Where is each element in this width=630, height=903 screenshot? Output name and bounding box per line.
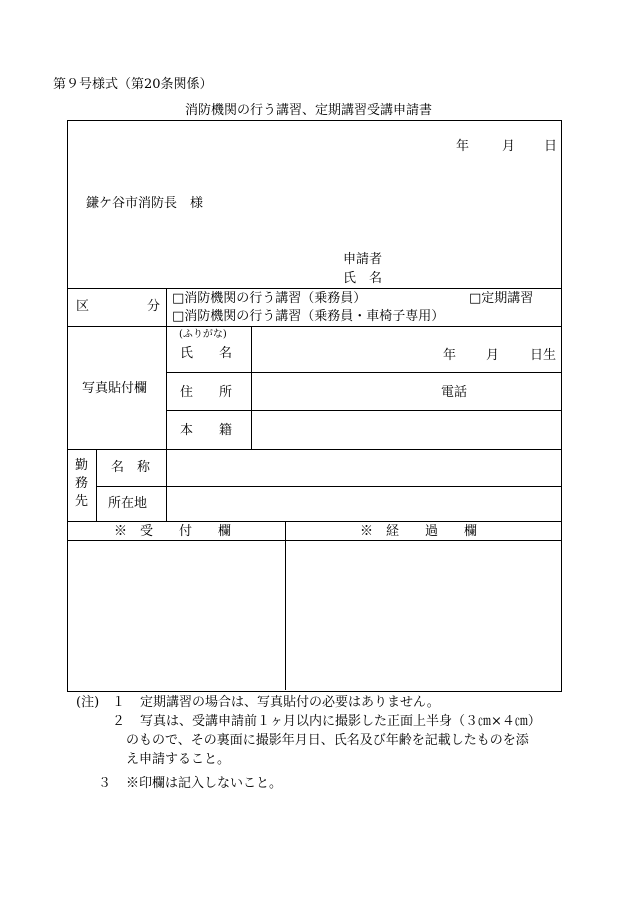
date-year-label: 年 [456, 139, 470, 154]
note-2-line-2: のもので、その裏面に撮影年月日、氏名及び年齢を記載したものを添 [126, 733, 529, 748]
vline-photo [166, 326, 167, 449]
furigana-label: (ふりがな) [179, 329, 227, 340]
category-option-1[interactable]: □消防機関の行う講習（乗務員） [172, 291, 367, 306]
note-1-text: 定期講習の場合は、写真貼付の必要はありません。 [140, 695, 440, 710]
divider-workplace-bottom [67, 521, 561, 522]
vline-workplace [96, 449, 97, 521]
category-label-left: 区 [76, 299, 90, 314]
workplace-char-3: 先 [75, 494, 89, 509]
vline-reception [285, 521, 286, 690]
photo-label: 写真貼付欄 [82, 381, 148, 396]
progress-header: ※ 経 過 欄 [360, 524, 478, 539]
divider-top [67, 288, 561, 289]
note-2-line-3: え申請すること。 [126, 752, 231, 767]
form-title: 消防機関の行う講習、定期講習受講申請書 [185, 103, 433, 118]
note-3-number: ３ [98, 776, 112, 791]
applicant-name-label: 氏 名 [343, 271, 383, 286]
note-2-line-1: 写真は、受講申請前１ヶ月以内に撮影した正面上半身（３㎝×４㎝） [140, 714, 541, 729]
phone-label: 電話 [441, 385, 468, 400]
vline-workplace-labels [166, 449, 167, 521]
category-option-3[interactable]: □消防機関の行う講習（乗務員・車椅子専用） [172, 309, 445, 324]
applicant-label: 申請者 [343, 252, 383, 267]
vline-labels [251, 326, 252, 449]
birth-day-label: 日生 [530, 348, 557, 363]
divider-address [166, 410, 561, 411]
addressee: 鎌ケ谷市消防長 様 [86, 196, 204, 211]
workplace-char-1: 勤 [75, 458, 89, 473]
date-month-label: 月 [502, 139, 516, 154]
workplace-name-label: 名 称 [111, 460, 151, 475]
vline-category [166, 288, 167, 327]
category-option-2[interactable]: □定期講習 [469, 291, 534, 306]
address-label: 住 所 [180, 385, 233, 400]
divider-name [166, 372, 561, 373]
workplace-location-label: 所在地 [108, 496, 148, 511]
workplace-char-2: 務 [75, 476, 89, 491]
reception-header: ※ 受 付 欄 [114, 524, 232, 539]
note-1-number: １ [112, 695, 126, 710]
divider-photo [67, 449, 561, 450]
domicile-label: 本 籍 [180, 423, 233, 438]
birth-year-label: 年 [443, 348, 457, 363]
note-2-number: ２ [112, 714, 126, 729]
form-number: 第９号様式（第20条関係） [53, 77, 213, 92]
divider-category [67, 326, 561, 327]
birth-month-label: 月 [486, 348, 500, 363]
note-3-text: ※印欄は記入しないこと。 [126, 776, 283, 791]
person-name-label: 氏 名 [180, 346, 233, 361]
notes-prefix: (注) [76, 695, 100, 710]
category-label-right: 分 [147, 299, 161, 314]
divider-headers [67, 540, 561, 541]
date-day-label: 日 [544, 139, 558, 154]
